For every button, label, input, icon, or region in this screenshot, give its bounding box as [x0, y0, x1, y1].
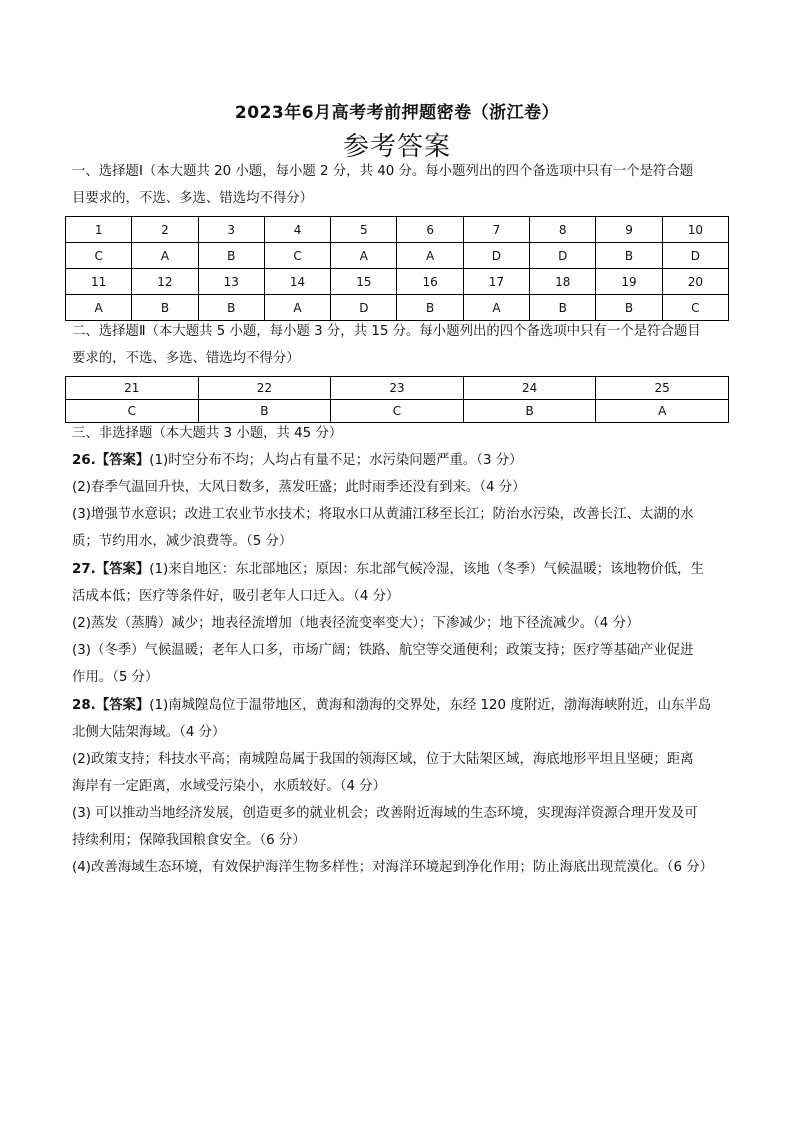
- table-cell: 23: [331, 377, 464, 400]
- table-cell: C: [264, 243, 330, 269]
- table-cell: 8: [530, 217, 596, 243]
- q28-line: (4)改善海域生态环境，有效保护海洋生物多样性；对海洋环境起到净化作用；防止海底出现荒漠化。（6 分）: [72, 860, 714, 875]
- section3-heading-text: 三、非选择题（本大题共 3 小题，共 45 分）: [72, 426, 343, 441]
- q28-label: 28.【答案】: [72, 698, 150, 713]
- table-cell: B: [397, 295, 463, 321]
- table-cell: C: [662, 295, 728, 321]
- section1-instructions: [72, 158, 724, 212]
- table-row: [66, 243, 729, 269]
- table-cell: 12: [132, 269, 198, 295]
- q28-line: 北侧大陆架海域。（4 分）: [72, 725, 226, 740]
- section2-answer-table: [65, 376, 729, 423]
- table-cell: A: [397, 243, 463, 269]
- q28-answer: [72, 692, 724, 881]
- q27-line: 活成本低；医疗等条件好，吸引老年人口迁入。（4 分）: [72, 589, 400, 604]
- q27-line: (2)蒸发（蒸腾）减少；地表径流增加（地表径流变率变大）；下渗减少；地下径流减少。（4 分）: [72, 616, 640, 631]
- q26-answer: [72, 447, 724, 555]
- table-cell: 25: [596, 377, 729, 400]
- table-cell: 5: [331, 217, 397, 243]
- table-cell: D: [463, 243, 529, 269]
- table-cell: 18: [530, 269, 596, 295]
- table-cell: 11: [66, 269, 132, 295]
- table-cell: 13: [198, 269, 264, 295]
- section2-instructions: [72, 318, 724, 372]
- table-cell: 19: [596, 269, 662, 295]
- q26-line: 质；节约用水，减少浪费等。（5 分）: [72, 534, 293, 549]
- table-cell: 17: [463, 269, 529, 295]
- table-cell: A: [66, 295, 132, 321]
- q28-line: (1)南城隍岛位于温带地区，黄海和渤海的交界处，东经 120 度附近，渤海海峡附近，山东半岛: [149, 698, 712, 713]
- table-row: [66, 377, 729, 400]
- table-cell: A: [463, 295, 529, 321]
- table-cell: B: [132, 295, 198, 321]
- q28-line: (2)政策支持；科技水平高；南城隍岛属于我国的领海区域，位于大陆架区域，海底地形平坦且坚硬；距离: [72, 752, 694, 767]
- q27-label: 27.【答案】: [72, 562, 150, 577]
- q26-line: (3)增强节水意识；改进工农业节水技术；将取水口从黄浦江移至长江；防治水污染，改善长江、太湖的水: [72, 507, 694, 522]
- table-cell: 3: [198, 217, 264, 243]
- section1-line: 一、选择题Ⅰ（本大题共 20 小题，每小题 2 分，共 40 分。每小题列出的四个备选项中只有一个是符合题: [72, 164, 694, 179]
- q27-line: 作用。（5 分）: [72, 670, 159, 685]
- table-cell: 16: [397, 269, 463, 295]
- table-cell: C: [66, 243, 132, 269]
- table-cell: A: [596, 400, 729, 423]
- section3-heading: [72, 420, 724, 447]
- table-row: [66, 217, 729, 243]
- table-cell: A: [331, 243, 397, 269]
- section2-line: 二、选择题Ⅱ（本大题共 5 小题，每小题 3 分，共 15 分。每小题列出的四个备选项中只有一个是符合题目: [72, 324, 701, 339]
- q27-line: (3)（冬季）气候温暖；老年人口多，市场广阔；铁路、航空等交通便利；政策支持；医疗等基础产业促进: [72, 643, 694, 658]
- table-cell: 22: [198, 377, 331, 400]
- table-cell: B: [596, 243, 662, 269]
- table-cell: 10: [662, 217, 728, 243]
- q28-line: 海岸有一定距离，水域受污染小，水质较好。（4 分）: [72, 779, 387, 794]
- table-cell: C: [331, 400, 464, 423]
- q28-line: (3) 可以推动当地经济发展，创造更多的就业机会；改善附近海域的生态环境，实现海洋资源合理开发及可: [72, 806, 698, 821]
- table-cell: C: [66, 400, 199, 423]
- page-title: 2023年6月高考考前押题密卷（浙江卷）: [234, 103, 560, 123]
- table-cell: 6: [397, 217, 463, 243]
- table-row: [66, 269, 729, 295]
- table-row: [66, 295, 729, 321]
- table-cell: A: [132, 243, 198, 269]
- table-cell: 4: [264, 217, 330, 243]
- section1-answer-table: [65, 216, 729, 321]
- table-cell: B: [596, 295, 662, 321]
- table-cell: B: [198, 400, 331, 423]
- section2-line: 要求的，不选、多选、错选均不得分）: [72, 351, 300, 366]
- table-cell: 1: [66, 217, 132, 243]
- table-cell: D: [530, 243, 596, 269]
- q27-line: (1)来自地区：东北部地区；原因：东北部气候冷湿，该地（冬季）气候温暖；该地物价低，生: [149, 562, 704, 577]
- section1-line: 目要求的，不选、多选、错选均不得分）: [72, 191, 314, 206]
- q26-label: 26.【答案】: [72, 453, 150, 468]
- table-cell: B: [198, 243, 264, 269]
- table-cell: B: [198, 295, 264, 321]
- q26-line: (2)春季气温回升快，大风日数多，蒸发旺盛；此时雨季还没有到来。（4 分）: [72, 480, 526, 495]
- table-cell: B: [463, 400, 596, 423]
- table-cell: 15: [331, 269, 397, 295]
- table-cell: 21: [66, 377, 199, 400]
- table-cell: 7: [463, 217, 529, 243]
- table-cell: A: [264, 295, 330, 321]
- table-cell: D: [662, 243, 728, 269]
- table-cell: 24: [463, 377, 596, 400]
- page-subtitle: 参考答案: [342, 132, 451, 162]
- table-cell: D: [331, 295, 397, 321]
- table-cell: 2: [132, 217, 198, 243]
- table-cell: 20: [662, 269, 728, 295]
- table-cell: B: [530, 295, 596, 321]
- q26-line: (1)时空分布不均；人均占有量不足；水污染问题严重。（3 分）: [149, 453, 523, 468]
- q28-line: 持续利用；保障我国粮食安全。（6 分）: [72, 833, 306, 848]
- table-cell: 9: [596, 217, 662, 243]
- table-cell: 14: [264, 269, 330, 295]
- q27-answer: [72, 556, 724, 691]
